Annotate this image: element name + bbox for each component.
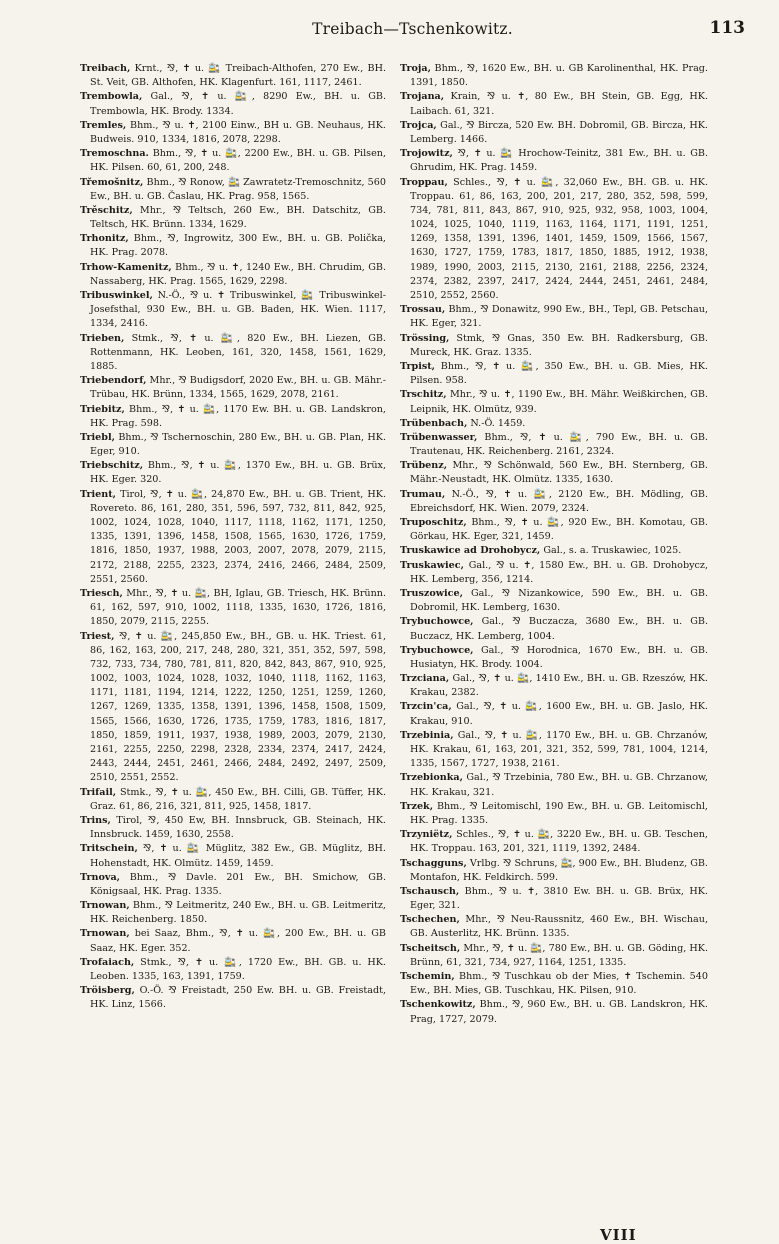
entry-place-name: Trzcin'ca, xyxy=(400,701,452,713)
entry-details: Mhr., ⅋ Teltsch, 260 Ew., BH. Datschitz, GB. Teltsch, HK. Brünn. 1334, 1629. xyxy=(90,204,386,231)
entry-details: Bhm., ⅋, ✝ u. 🚉, 1170 Ew. BH. u. GB. Landskron, HK. Prag. 598. xyxy=(90,403,386,429)
entry-place-name: Trnova, xyxy=(80,871,121,883)
entry-details: Schles., ⅋, ✝ u. 🚉, 32,060 Ew., BH. GB. u. HK. Troppau. 61, 86, 163, 200, 201, 217, 280, 352, 598, 599, 734, 781, 811, 843, 867, 910, 925, 932, 958, 1003, 1004, 1024, 1025, 1040, 1119, 1163, 1164, 1171, 1191, 1251, 1269, 1358, 1391, 1396, 1401, 1459, 1509, 1566, 1567, 1630, 1727, 1759, 1783, 1817, 1850, 1885, 1912, 1938, 1989, 1990, 2003, 2115, 2130, 2161, 2188, 2256, 2324, 2374, 2382, 2397, 2417, 2424, 2444, 2451, 2461, 2484, 2510, 2552, 2560. xyxy=(410,176,708,301)
entry-place-name: Triebendorf, xyxy=(80,375,147,387)
entry-details: Stmk., ⅋, ✝ u. 🚉, 1720 Ew., BH. GB. u. HK. Leoben. 1335, 163, 1391, 1759. xyxy=(90,956,386,982)
entry-details: Bhm., ⅋ u. ✝, 1240 Ew., BH. Chrudim, GB. Nassaberg, HK. Prag. 1565, 1629, 2298. xyxy=(90,261,386,287)
directory-entry xyxy=(80,232,386,260)
entry-place-name: Trembowla, xyxy=(80,91,143,103)
entry-place-name: Triebitz, xyxy=(80,403,125,415)
entry-details: Bhm., ⅋ Davle. 201 Ew., BH. Smichow, GB. Königsaal, HK. Prag. 1335. xyxy=(90,871,386,897)
entry-place-name: Tschechen, xyxy=(400,914,460,926)
entry-place-name: Tscheitsch, xyxy=(400,942,461,954)
entry-place-name: Třemošnitz, xyxy=(80,176,144,188)
directory-entry xyxy=(80,899,386,927)
directory-entry xyxy=(80,587,386,630)
directory-entry xyxy=(80,62,386,90)
entry-details: N.-Ö., ⅋, ✝ u. 🚉, 2120 Ew., BH. Mödling, GB. Ebreichsdorf, HK. Wien. 2079, 2324. xyxy=(410,488,708,514)
entry-details: Bhm., ⅋, Ingrowitz, 300 Ew., BH. u. GB. Polička, HK. Prag. 2078. xyxy=(90,233,386,259)
directory-entry xyxy=(80,261,386,289)
directory-entry xyxy=(400,303,708,331)
entry-place-name: Trzebinia, xyxy=(400,729,454,741)
directory-entry xyxy=(80,403,386,431)
directory-entry xyxy=(400,857,708,885)
entry-place-name: Tschemin, xyxy=(400,971,455,982)
entry-details: ⅋, ✝ u. 🚉 Müglitz, 382 Ew., GB. Müglitz, BH. Hohenstadt, HK. Olmütz. 1459, 1459. xyxy=(90,843,386,869)
entry-place-name: Troja, xyxy=(400,63,431,74)
right-column xyxy=(400,62,708,1027)
directory-entry xyxy=(80,871,386,899)
directory-entry xyxy=(80,786,386,814)
entry-details: Gal., ⅋, ✝ u. 🚉, 8290 Ew., BH. u. GB. Trembowla, HK. Brody. 1334. xyxy=(90,91,386,117)
directory-entry xyxy=(80,332,386,375)
entry-details: Bhm., ⅋ Donawitz, 990 Ew., BH., Tepl, GB. Petschau, HK. Eger, 321. xyxy=(410,304,708,330)
directory-entry xyxy=(80,814,386,842)
entry-details: Tirol, ⅋, ✝ u. 🚉, 24,870 Ew., BH. u. GB. Trient, HK. Rovereto. 86, 161, 280, 351, 596, 597, 732, 811, 842, 925, 1002, 1024, 1028, 1040, 1117, 1118, 1162, 1171, 1250, 1335, 1391, 1396, 1458, 1508, 1565, 1630, 1726, 1759, 1816, 1850, 1937, 1988, 2003, 2007, 2078, 2079, 2115, 2172, 2188, 2255, 2323, 2374, 2416, 2466, 2484, 2509, 2551, 2560. xyxy=(90,488,386,585)
directory-entry xyxy=(80,204,386,232)
entry-place-name: Trübenwasser, xyxy=(400,431,478,443)
directory-entry xyxy=(80,431,386,459)
entry-place-name: Trins, xyxy=(80,814,111,826)
entry-details: Bhm., ⅋ Tschernoschin, 280 Ew., BH. u. GB. Plan, HK. Eger, 910. xyxy=(90,431,386,458)
entry-place-name: Trössing, xyxy=(400,332,450,344)
entry-place-name: Trpist, xyxy=(400,360,436,372)
entry-place-name: Triesch, xyxy=(80,587,123,599)
entry-place-name: Trieben, xyxy=(80,332,125,344)
directory-entry xyxy=(400,942,708,970)
directory-entry xyxy=(80,459,386,487)
entry-details: N.-Ö. 1459. xyxy=(470,417,526,429)
directory-entry xyxy=(400,771,708,799)
entry-details: Mhr., ⅋ Neu-Raussnitz, 460 Ew., BH. Wischau, GB. Austerlitz, HK. Brünn. 1335. xyxy=(410,914,708,940)
entry-details: bei Saaz, Bhm., ⅋, ✝ u. 🚉, 200 Ew., BH. u. GB Saaz, HK. Eger. 352. xyxy=(90,928,386,954)
directory-entry xyxy=(400,176,708,304)
directory-entry xyxy=(80,176,386,204)
entry-details: Krnt., ⅋, ✝ u. 🚉 Treibach-Althofen, 270 Ew., BH. St. Veit, GB. Althofen, HK. Klagenfurt. 161, 1117, 2461. xyxy=(90,63,386,89)
entry-place-name: Trumau, xyxy=(400,488,446,500)
directory-entry xyxy=(80,374,386,402)
entry-place-name: Tröisberg, xyxy=(80,985,135,997)
directory-entry xyxy=(400,516,708,544)
entry-details: Bhm., ⅋, ✝ u. 🚉, 1370 Ew., BH. u. GB. Brüx, HK. Eger. 320. xyxy=(90,460,386,486)
directory-entry xyxy=(400,644,708,672)
running-title: Treibach—Tschenkowitz. xyxy=(312,20,513,38)
directory-entry xyxy=(80,90,386,118)
entry-place-name: Tribuswinkel, xyxy=(80,290,153,301)
entry-place-name: Trnowan, xyxy=(80,928,130,940)
entry-details: Mhr., ⅋ Schönwald, 560 Ew., BH. Sternberg, GB. Mähr.-Neustadt, HK. Olmütz. 1335, 1630. xyxy=(410,460,708,486)
entry-details: Gal., ⅋ Horodnica, 1670 Ew., BH. u. GB. Husiatyn, HK. Brody. 1004. xyxy=(410,644,708,670)
entry-details: Bhm., ⅋ Leitomischl, 190 Ew., BH. u. GB. Leitomischl, HK. Prag. 1335. xyxy=(410,800,708,826)
directory-entry xyxy=(80,956,386,984)
entry-details: Stmk., ⅋, ✝ u. 🚉, 450 Ew., BH. Cilli, GB. Tüffer, HK. Graz. 61, 86, 216, 321, 811, 925, 1458, 1817. xyxy=(90,786,386,812)
directory-entry xyxy=(80,289,386,332)
entry-details: Bhm., ⅋, 960 Ew., BH. u. GB. Landskron, HK. Prag, 1727, 2079. xyxy=(410,999,708,1025)
entry-place-name: Triebl, xyxy=(80,431,115,443)
entry-details: Gal., ⅋ Bircza, 520 Ew. BH. Dobromil, GB. Bircza, HK. Lemberg. 1466. xyxy=(410,119,708,145)
entry-place-name: Tritschein, xyxy=(80,843,138,855)
entry-details: Gal., s. a. Truskawiec, 1025. xyxy=(543,545,682,557)
entry-details: Tirol, ⅋, 450 Ew, BH. Innsbruck, GB. Steinach, HK. Innsbruck. 1459, 1630, 2558. xyxy=(90,814,386,841)
entry-place-name: Trzebionka, xyxy=(400,772,463,784)
entry-details: Bhm., ⅋ Leitmeritz, 240 Ew., BH. u. GB. Leitmeritz, HK. Reichenberg. 1850. xyxy=(90,900,386,926)
entry-details: Krain, ⅋ u. ✝, 80 Ew., BH Stein, GB. Egg, HK. Laibach. 61, 321. xyxy=(410,91,708,117)
entry-place-name: Tschenkowitz, xyxy=(400,999,476,1011)
entry-place-name: Triebschitz, xyxy=(80,460,144,472)
directory-entry xyxy=(400,615,708,643)
directory-entry xyxy=(400,885,708,913)
directory-entry xyxy=(400,559,708,587)
entry-place-name: Trybuchowce, xyxy=(400,616,474,628)
entry-place-name: Trnowan, xyxy=(80,900,130,912)
directory-entry xyxy=(400,587,708,615)
directory-entry xyxy=(400,417,708,431)
entry-place-name: Trzciana, xyxy=(400,673,450,685)
directory-entry xyxy=(400,913,708,941)
entry-place-name: Trojowitz, xyxy=(400,148,453,160)
entry-details: Stmk., ⅋, ✝ u. 🚉, 820 Ew., BH. Liezen, GB. Rottenmann, HK. Leoben, 161, 320, 1458, 1561, 1629, 1885. xyxy=(90,332,386,372)
left-column xyxy=(80,62,386,1013)
directory-entry xyxy=(400,672,708,700)
entry-details: Mhr., ⅋ u. ✝, 1190 Ew., BH. Mähr. Weißkirchen, GB. Leipnik, HK. Olmütz, 939. xyxy=(410,389,708,415)
directory-entry xyxy=(400,998,708,1026)
entry-place-name: Tschausch, xyxy=(400,885,460,897)
entry-details: Bhm., ⅋ u. ✝, 3810 Ew. BH. u. GB. Brüx, HK. Eger, 321. xyxy=(410,885,708,912)
entry-place-name: Truskawice ad Drohobycz, xyxy=(400,545,541,557)
directory-entry xyxy=(80,119,386,147)
entry-details: Bhm., ⅋, ✝ u. 🚉, 350 Ew., BH. u. GB. Mies, HK. Pilsen. 958. xyxy=(410,360,708,387)
entry-place-name: Triest, xyxy=(80,630,115,642)
entry-place-name: Treibach, xyxy=(80,63,131,74)
page-number: 113 xyxy=(709,18,745,38)
directory-entry xyxy=(80,147,386,175)
directory-entry xyxy=(80,630,386,786)
entry-details: O.-Ö. ⅋ Freistadt, 250 Ew. BH. u. GB. Freistadt, HK. Linz, 1566. xyxy=(90,985,386,1011)
entry-place-name: Trhow-Kamenitz, xyxy=(80,261,172,273)
directory-entry xyxy=(400,459,708,487)
directory-entry xyxy=(400,729,708,772)
entry-details: Mhr., ⅋ Budigsdorf, 2020 Ew., BH. u. GB. Mähr.-Trübau, HK. Brünn, 1334, 1565, 1629, 2078, 2161. xyxy=(90,375,386,401)
directory-entry xyxy=(400,62,708,90)
entry-details: Gal., ⅋, ✝ u. 🚉, 1410 Ew., BH. u. GB. Rzeszów, HK. Krakau, 2382. xyxy=(410,673,708,699)
entry-place-name: Trübenbach, xyxy=(400,417,468,429)
entry-details: Vrlbg. ⅋ Schruns, 🚉, 900 Ew., BH. Bludenz, GB. Montafon, HK. Feldkirch. 599. xyxy=(410,857,708,883)
entry-place-name: Trybuchowce, xyxy=(400,644,474,656)
directory-entry xyxy=(80,927,386,955)
entry-details: N.-Ö., ⅋ u. ✝ Tribuswinkel, 🚉 Tribuswinkel-Josefsthal, 930 Ew., BH. u. GB. Baden, HK. Wien. 1117, 1334, 2416. xyxy=(90,290,386,330)
entry-details: Bhm., ⅋, 1620 Ew., BH. u. GB Karolinenthal, HK. Prag. 1391, 1850. xyxy=(410,63,708,89)
entry-place-name: Trojana, xyxy=(400,91,445,103)
entry-place-name: Tschagguns, xyxy=(400,857,467,869)
entry-place-name: Trübenz, xyxy=(400,460,448,472)
entry-details: Mhr., ⅋, ✝ u. 🚉, BH, Iglau, GB. Triesch, HK. Brünn. 61, 162, 597, 910, 1002, 1118, 1335, 1630, 1726, 1816, 1850, 2079, 2115, 2255. xyxy=(90,587,386,628)
entry-details: Gal., ⅋, ✝ u. 🚉, 1170 Ew., BH. u. GB. Chrzanów, HK. Krakau, 61, 163, 201, 321, 352, 599, 781, 1004, 1214, 1335, 1567, 1727, 1938, 2161. xyxy=(410,729,708,770)
entry-place-name: Troppau, xyxy=(400,176,448,188)
directory-entry xyxy=(400,90,708,118)
page-header xyxy=(80,18,745,44)
entry-details: Bhm., ⅋ Tuschkau ob der Mies, ✝ Tschemin. 540 Ew., BH. Mies, GB. Tuschkau, HK. Pilsen, 910. xyxy=(410,971,708,997)
entry-details: Bhm., ⅋, ✝ u. 🚉, 790 Ew., BH. u. GB. Trautenau, HK. Reichenberg. 2161, 2324. xyxy=(410,431,708,458)
directory-entry xyxy=(400,970,708,998)
entry-place-name: Trofaiach, xyxy=(80,956,135,968)
entry-place-name: Trhonitz, xyxy=(80,233,129,245)
directory-entry xyxy=(400,800,708,828)
entry-place-name: Truposchitz, xyxy=(400,517,467,528)
directory-entry xyxy=(400,147,708,175)
entry-details: Gal., ⅋ Buczacza, 3680 Ew., BH. u. GB. Buczacz, HK. Lemberg, 1004. xyxy=(410,616,708,642)
entry-place-name: Trossau, xyxy=(400,304,446,316)
entry-details: ⅋, ✝ u. 🚉 Hrochow-Teinitz, 381 Ew., BH. u. GB. Ghrudim, HK. Prag. 1459. xyxy=(410,148,708,174)
entry-details: Bhm., ⅋ Ronow, 🚉 Zawratetz-Tremoschnitz, 560 Ew., BH. u. GB. Časlau, HK. Prag. 958, 1565. xyxy=(90,176,386,202)
entry-place-name: Truszowice, xyxy=(400,587,463,599)
directory-entry xyxy=(80,488,386,587)
entry-details: Gal., ⅋ Trzebinia, 780 Ew., BH. u. GB. Chrzanow, HK. Krakau, 321. xyxy=(410,772,708,798)
entry-details: Gal., ⅋ u. ✝, 1580 Ew., BH. u. GB. Drohobycz, HK. Lemberg, 356, 1214. xyxy=(410,559,708,585)
directory-entry xyxy=(400,360,708,388)
entry-place-name: Trěschitz, xyxy=(80,204,133,216)
entry-place-name: Trzyniëtz, xyxy=(400,829,453,841)
entry-place-name: Tremoschna. xyxy=(80,148,149,160)
entry-details: Bhm., ⅋, ✝ u. 🚉, 920 Ew., BH. Komotau, GB. Görkau, HK. Eger, 321, 1459. xyxy=(410,517,708,543)
entry-place-name: Trschitz, xyxy=(400,389,447,401)
directory-entry xyxy=(400,119,708,147)
entry-place-name: Trzek, xyxy=(400,800,434,812)
entry-details: Gal., ⅋, ✝ u. 🚉, 1600 Ew., BH. u. GB. Jaslo, HK. Krakau, 910. xyxy=(410,701,708,727)
signature-mark: VIII xyxy=(600,1226,637,1244)
directory-entry xyxy=(400,488,708,516)
entry-details: Bhm., ⅋, ✝ u. 🚉, 2200 Ew., BH. u. GB. Pilsen, HK. Pilsen. 60, 61, 200, 248. xyxy=(90,148,386,174)
entry-details: Bhm., ⅋ u. ✝, 2100 Einw., BH u. GB. Neuhaus, HK. Budweis. 910, 1334, 1816, 2078, 2298. xyxy=(90,119,386,145)
directory-entry xyxy=(80,842,386,870)
entry-place-name: Trifail, xyxy=(80,786,117,798)
directory-entry xyxy=(400,388,708,416)
entry-place-name: Trojca, xyxy=(400,119,437,131)
entry-details: Schles., ⅋, ✝ u. 🚉, 3220 Ew., BH. u. GB. Teschen, HK. Troppau. 163, 201, 321, 1119, 1392, 2484. xyxy=(410,829,708,855)
entry-details: Mhr., ⅋, ✝ u. 🚉, 780 Ew., BH. u. GB. Göding, HK. Brünn, 61, 321, 734, 927, 1164, 1251, 1335. xyxy=(410,942,708,968)
entry-place-name: Trient, xyxy=(80,488,116,500)
directory-entry xyxy=(400,700,708,728)
entry-details: Stmk, ⅋ Gnas, 350 Ew. BH. Radkersburg, GB. Mureck, HK. Graz. 1335. xyxy=(410,332,708,358)
directory-entry xyxy=(80,984,386,1012)
directory-entry xyxy=(400,544,708,558)
entry-details: Gal., ⅋ Nizankowice, 590 Ew., BH. u. GB. Dobromil, HK. Lemberg, 1630. xyxy=(410,587,708,614)
directory-entry xyxy=(400,431,708,459)
entry-details: ⅋, ✝ u. 🚉, 245,850 Ew., BH., GB. u. HK. Triest. 61, 86, 162, 163, 200, 217, 248, 280, 321, 351, 352, 597, 598, 732, 733, 734, 780, 781, 811, 820, 842, 843, 867, 910, 925, 1002, 1003, 1024, 1028, 1032, 1040, 1118, 1162, 1163, 1171, 1181, 1194, 1214, 1222, 1250, 1251, 1259, 1260, 1267, 1269, 1335, 1358, 1391, 1396, 1458, 1508, 1509, 1565, 1566, 1630, 1726, 1735, 1759, 1783, 1816, 1817, 1850, 1859, 1911, 1937, 1938, 1989, 2003, 2079, 2130, 2161, 2255, 2250, 2298, 2328, 2334, 2374, 2417, 2424, 2443, 2444, 2451, 2461, 2466, 2484, 2492, 2497, 2509, 2510, 2551, 2552. xyxy=(90,630,386,784)
entry-place-name: Truskawiec, xyxy=(400,559,464,571)
directory-entry xyxy=(400,828,708,856)
entry-place-name: Tremles, xyxy=(80,119,127,131)
directory-entry xyxy=(400,332,708,360)
